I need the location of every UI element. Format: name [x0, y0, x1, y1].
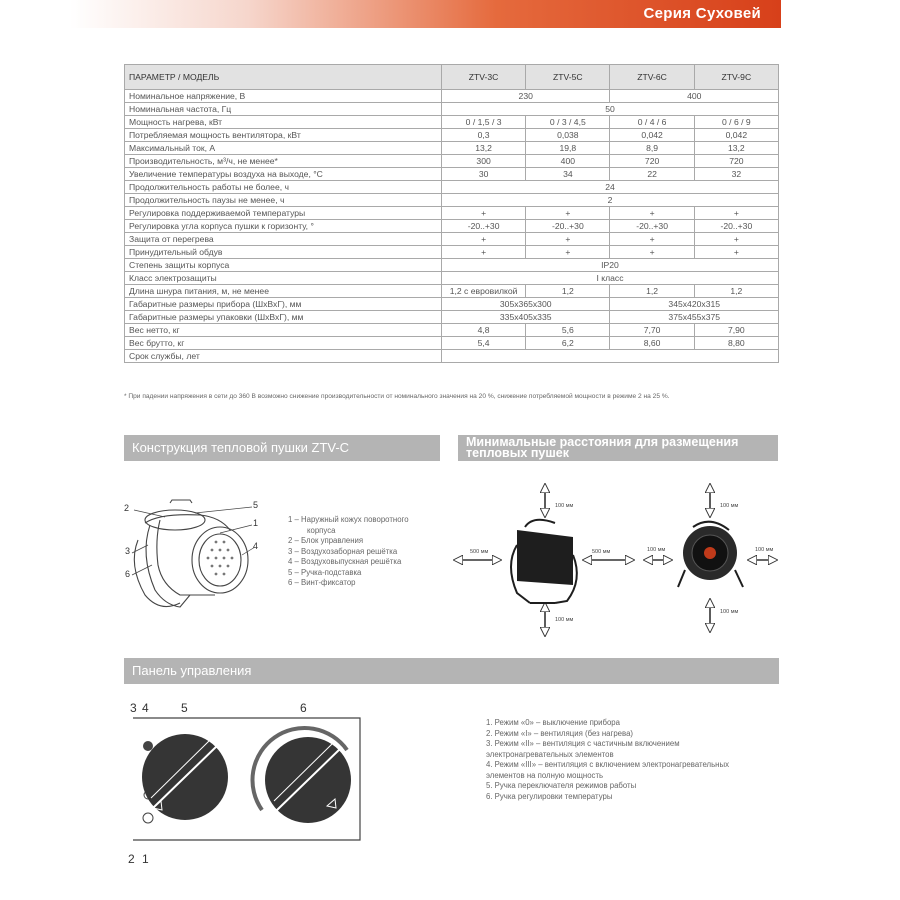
cell: I класс [441, 272, 778, 285]
cell: 400 [526, 155, 610, 168]
cell: + [441, 233, 525, 246]
table-row [125, 103, 779, 116]
construction-legend [288, 515, 409, 589]
cell: 6,2 [526, 337, 610, 350]
cell: 0,038 [526, 129, 610, 142]
panel-legend [486, 718, 729, 802]
table-row [125, 285, 779, 298]
table-row [125, 168, 779, 181]
cell: -20..+30 [610, 220, 694, 233]
dist-top-1: 100 мм [555, 503, 574, 509]
row-label: Защита от перегрева [125, 233, 442, 246]
legend-item: корпуса [307, 525, 336, 535]
footnote: * При падении напряжения в сети до 360 В возможно снижение производительности от номинального значения на 20 %, снижение потребляемой мощности в режиме 2 на 25 %. [124, 393, 670, 400]
row-label: Срок службы, лет [125, 350, 442, 363]
table-row [125, 207, 779, 220]
row-label: Вес брутто, кг [125, 337, 442, 350]
table-row [125, 116, 779, 129]
table-header-row [125, 65, 779, 90]
legend-item: 1 – Наружный кожух поворотного [288, 515, 409, 524]
cell: 32 [694, 168, 778, 181]
column-header: ZTV-9C [694, 65, 778, 90]
panel-title: Панель управления [124, 658, 779, 684]
table-row [125, 298, 779, 311]
table-row [125, 142, 779, 155]
row-label: Габаритные размеры прибора (ШхВхГ), мм [125, 298, 442, 311]
cell: 230 [441, 90, 610, 103]
row-label: Принудительный обдув [125, 246, 442, 259]
cell: 0 / 1,5 / 3 [441, 116, 525, 129]
cell: 34 [526, 168, 610, 181]
spec-table [124, 64, 779, 363]
construction-title: Конструкция тепловой пушки ZTV-C [124, 435, 440, 461]
table-row [125, 129, 779, 142]
cell: 720 [610, 155, 694, 168]
cell: 0,3 [441, 129, 525, 142]
column-header: ПАРАМЕТР / МОДЕЛЬ [125, 65, 442, 90]
row-label: Производительность, м³/ч, не менее* [125, 155, 442, 168]
table-row [125, 259, 779, 272]
row-label: Длина шнура питания, м, не менее [125, 285, 442, 298]
row-label: Регулировка угла корпуса пушки к горизонту, ° [125, 220, 442, 233]
distances-title-line2: тепловых пушек [466, 446, 569, 460]
panel-callout-4: 4 [142, 701, 149, 715]
cell: + [441, 207, 525, 220]
cell: + [610, 233, 694, 246]
distances-title-line1: Минимальные расстояния для размещения [466, 435, 739, 449]
row-label: Продолжительность паузы не менее, ч [125, 194, 442, 207]
dist-bottom-1: 100 мм [555, 617, 574, 623]
cell: + [694, 207, 778, 220]
cell: 2 [441, 194, 778, 207]
cell: 345x420x315 [610, 298, 779, 311]
cell: -20..+30 [441, 220, 525, 233]
table-row [125, 233, 779, 246]
column-header: ZTV-6C [610, 65, 694, 90]
legend-item: 4 – Воздуховыпускная решётка [288, 557, 402, 566]
row-label: Номинальная частота, Гц [125, 103, 442, 116]
table-row [125, 337, 779, 350]
cell: + [610, 246, 694, 259]
cell: 400 [610, 90, 779, 103]
cell: 1,2 [526, 285, 610, 298]
cell [441, 350, 778, 363]
table-row [125, 90, 779, 103]
dist-left-1: 500 мм [470, 549, 489, 555]
cell: 5,6 [526, 324, 610, 337]
legend-item: 2. Режим «I» – вентиляция (без нагрева) [486, 728, 634, 738]
header-banner [70, 0, 781, 28]
legend-item: 3. Режим «II» – вентиляция с частичным включением [486, 739, 680, 748]
callout-6: 6 [125, 569, 131, 579]
cell: + [526, 233, 610, 246]
series-title: Серия Суховей [643, 5, 761, 22]
heater-drawing [120, 495, 280, 625]
panel-callout-1: 1 [142, 852, 149, 866]
legend-item: 6 – Винт-фиксатор [288, 578, 356, 587]
row-label: Потребляемая мощность вентилятора, кВт [125, 129, 442, 142]
dist-bottom-2: 100 мм [720, 609, 739, 615]
cell: -20..+30 [526, 220, 610, 233]
row-label: Регулировка поддерживаемой температуры [125, 207, 442, 220]
cell: 7,70 [610, 324, 694, 337]
cell: 13,2 [441, 142, 525, 155]
row-label: Вес нетто, кг [125, 324, 442, 337]
legend-item: 2 – Блок управления [288, 536, 364, 545]
table-row [125, 194, 779, 207]
table-row [125, 220, 779, 233]
cell: 720 [694, 155, 778, 168]
cell: 8,80 [694, 337, 778, 350]
dist-right-2: 100 мм [755, 547, 774, 553]
callout-2: 2 [124, 503, 130, 513]
table-row [125, 272, 779, 285]
cell: 0 / 4 / 6 [610, 116, 694, 129]
table-row [125, 155, 779, 168]
cell: + [694, 233, 778, 246]
distances-title [458, 435, 778, 461]
cell: 8,9 [610, 142, 694, 155]
row-label: Степень защиты корпуса [125, 259, 442, 272]
cell: 5,4 [441, 337, 525, 350]
cell: 1,2 [610, 285, 694, 298]
cell: -20..+30 [694, 220, 778, 233]
legend-item: 5 – Ручка-подставка [288, 567, 362, 577]
row-label: Продолжительность работы не более, ч [125, 181, 442, 194]
column-header: ZTV-3C [441, 65, 525, 90]
cell: 335x405x335 [441, 311, 610, 324]
cell: 375x455x375 [610, 311, 779, 324]
panel-callout-2: 2 [128, 852, 135, 866]
row-label: Габаритные размеры упаковки (ШхВхГ), мм [125, 311, 442, 324]
cell: 1,2 [694, 285, 778, 298]
cell: + [610, 207, 694, 220]
cell: 300 [441, 155, 525, 168]
cell: 4,8 [441, 324, 525, 337]
callout-5: 5 [253, 500, 259, 510]
row-label: Класс электрозащиты [125, 272, 442, 285]
callout-3: 3 [125, 546, 131, 556]
panel-callout-3: 3 [130, 701, 137, 715]
cell: 0 / 6 / 9 [694, 116, 778, 129]
table-row [125, 350, 779, 363]
cell: + [526, 246, 610, 259]
panel-callout-5: 5 [181, 701, 188, 715]
cell: 24 [441, 181, 778, 194]
callout-1: 1 [253, 518, 259, 528]
table-row [125, 324, 779, 337]
cell: 0,042 [610, 129, 694, 142]
cell: 19,8 [526, 142, 610, 155]
table-row [125, 311, 779, 324]
dist-left-2: 100 мм [647, 547, 666, 553]
callout-4: 4 [253, 541, 259, 551]
cell: 305x365x300 [441, 298, 610, 311]
legend-item: элементов на полную мощность [486, 770, 604, 780]
cell: 1,2 с евровилкой [441, 285, 525, 298]
legend-item: 4. Режим «III» – вентиляция с включением электронагревательных [486, 760, 729, 769]
legend-item: 5. Ручка переключателя режимов работы [486, 781, 637, 790]
legend-item: электронагревательных элементов [486, 749, 614, 759]
cell: 50 [441, 103, 778, 116]
legend-item: 3 – Воздухозаборная решётка [288, 546, 398, 556]
row-label: Мощность нагрева, кВт [125, 116, 442, 129]
cell: 13,2 [694, 142, 778, 155]
legend-item: 6. Ручка регулировки температуры [486, 791, 613, 801]
row-label: Увеличение температуры воздуха на выходе, °С [125, 168, 442, 181]
cell: 0 / 3 / 4,5 [526, 116, 610, 129]
cell: + [441, 246, 525, 259]
dist-top-2: 100 мм [720, 503, 739, 509]
legend-item: 1. Режим «0» – выключение прибора [486, 718, 620, 727]
row-label: Максимальный ток, А [125, 142, 442, 155]
cell: IP20 [441, 259, 778, 272]
cell: 30 [441, 168, 525, 181]
cell: 22 [610, 168, 694, 181]
column-header: ZTV-5C [526, 65, 610, 90]
dist-right-1: 500 мм [592, 549, 611, 555]
cell: 7,90 [694, 324, 778, 337]
cell: + [526, 207, 610, 220]
table-row [125, 181, 779, 194]
cell: 0,042 [694, 129, 778, 142]
table-row [125, 246, 779, 259]
row-label: Номинальное напряжение, В [125, 90, 442, 103]
control-panel-drawing [125, 700, 365, 850]
cell: + [694, 246, 778, 259]
cell: 8,60 [610, 337, 694, 350]
panel-callout-6: 6 [300, 701, 307, 715]
